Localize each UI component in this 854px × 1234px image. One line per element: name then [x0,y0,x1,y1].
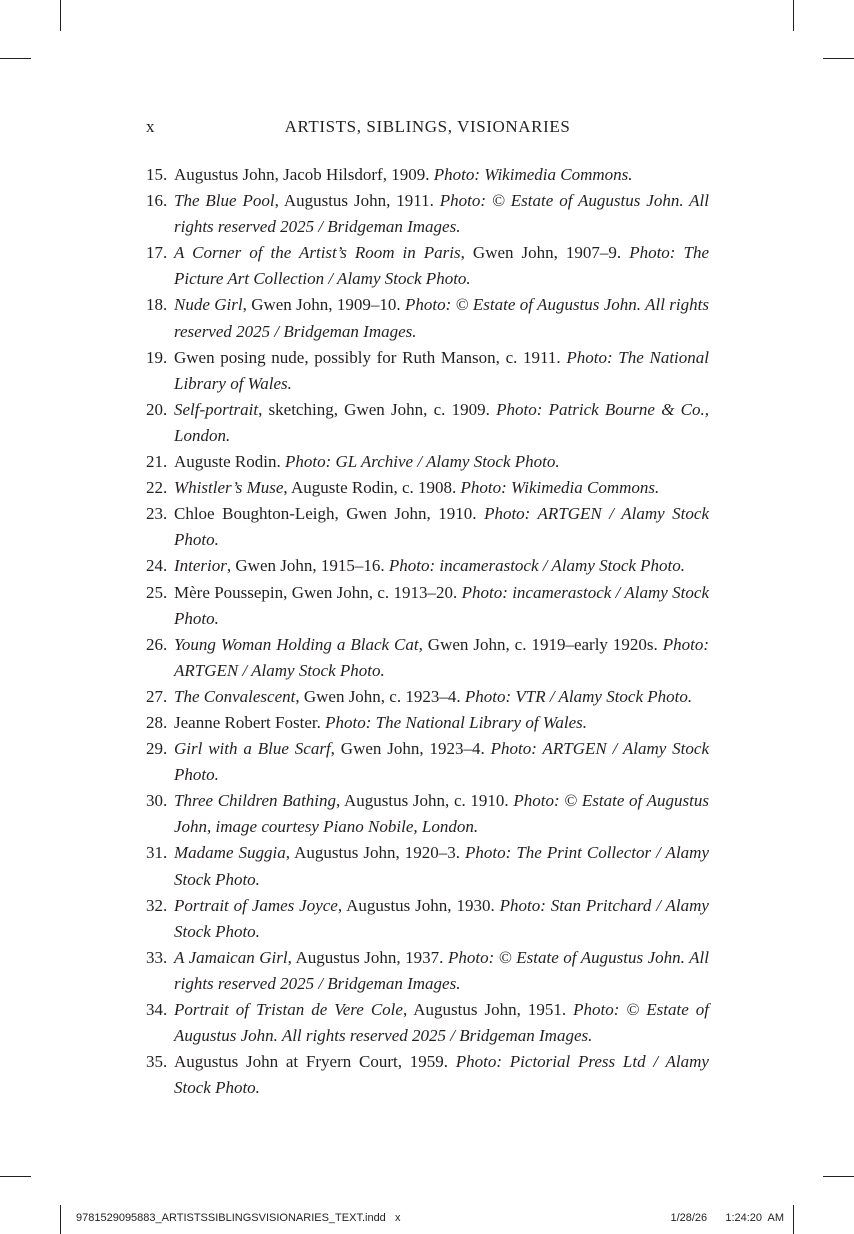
italic-text: Self-portrait [174,399,259,419]
roman-text: Augustus John, Jacob Hilsdorf, 1909. [174,165,434,184]
italic-text: Madame Suggia [174,843,286,863]
italic-text: The Blue Pool [174,191,275,211]
list-item-number: 24. [146,556,168,576]
crop-mark-bottom-right [793,1205,794,1234]
italic-text: Three Children Bathing [174,791,337,811]
italic-text: Photo: © Estate of Augustus John. All rights reserved 2025 / Bridgeman Images. [174,1000,709,1046]
italic-text: Photo: The Picture Art Collection / Alamy Stock Photo. [174,243,709,289]
list-item-number: 23. [146,504,168,524]
italic-text: Nude Girl [174,295,243,315]
italic-text: Photo: ARTGEN / Alamy Stock Photo. [174,504,709,550]
running-head [146,117,709,139]
italic-text: Girl with a Blue Scarf [174,739,331,759]
roman-text: Chloe Boughton-Leigh, Gwen John, 1910. [174,504,485,524]
crop-mark-top-left [60,0,61,31]
list-item-number: 15. [146,165,168,184]
italic-text: Photo: Patrick Bourne & Co., London. [174,399,709,445]
list-item [146,475,709,501]
list-item-number: 21. [146,452,168,472]
italic-text: Photo: VTR / Alamy Stock Photo. [464,686,693,706]
list-item-number: 30. [146,791,168,811]
list-item-number: 32. [146,895,168,915]
list-item [146,945,709,997]
roman-text: , Gwen John, 1909–10. [242,295,406,315]
roman-text: , Gwen John, c. 1923–4. [295,686,465,706]
crop-mark-top-right [823,58,854,59]
roman-text: Gwen posing nude, possibly for Ruth Manson, c. 1911. [174,347,567,367]
list-item [146,1049,709,1101]
crop-mark-top-left [0,58,31,59]
list-item-number: 19. [146,347,168,367]
illustration-list [146,162,709,1101]
list-item [146,240,709,292]
italic-text: Photo: © Estate of Augustus John. All rights reserved 2025 / Bridgeman Images. [174,191,710,237]
crop-mark-top-right [793,0,794,31]
list-item-number: 27. [146,686,168,706]
list-item-number: 18. [146,295,168,315]
roman-text: , Augustus John, 1951. [402,1000,574,1019]
list-item-number: 34. [146,1000,168,1019]
italic-text: Photo: incamerastock / Alamy Stock Photo. [388,556,686,576]
roman-text: , Augustus John, 1920–3. [285,843,466,863]
italic-text: Photo: © Estate of Augustus John. All rights reserved 2025 / Bridgeman Images. [174,947,709,993]
italic-text: Photo: Stan Pritchard / Alamy Stock Photo. [174,895,709,941]
list-item-number: 33. [146,947,168,967]
list-item [146,893,709,945]
list-item [146,188,709,240]
italic-text: Portrait of Tristan de Vere Cole [174,1000,403,1019]
italic-text: Photo: © Estate of Augustus John. All rights reserved 2025 / Bridgeman Images. [174,295,709,341]
list-item [146,580,709,632]
list-item-number: 28. [146,712,168,732]
list-item-number: 17. [146,243,168,263]
roman-text: Jeanne Robert Foster. [174,712,326,732]
italic-text: Photo: The National Library of Wales. [174,347,709,393]
list-item-number: 22. [146,478,168,498]
roman-text: Mère Poussepin, Gwen John, c. 1913–20. [174,582,462,602]
italic-text: Photo: Wikimedia Commons. [460,478,660,498]
list-item-number: 26. [146,634,168,654]
list-item [146,162,709,188]
italic-text: Photo: Wikimedia Commons. [433,165,633,184]
list-item [146,736,709,788]
roman-text: , sketching, Gwen John, c. 1909. [258,399,497,419]
italic-text: Photo: The National Library of Wales. [325,712,588,732]
list-item-number: 20. [146,399,168,419]
list-item-number: 35. [146,1052,168,1072]
list-item-number: 31. [146,843,168,863]
list-item [146,997,709,1049]
italic-text: Interior [174,556,227,576]
running-title: ARTISTS, SIBLINGS, VISIONARIES [284,117,571,136]
list-item [146,501,709,553]
roman-text: , Augustus John, 1911. [274,191,440,211]
list-item-number: 29. [146,739,168,759]
roman-text: , Augustus John, 1930. [337,895,500,915]
list-item [146,684,709,710]
roman-text: Auguste Rodin. [174,452,285,472]
italic-text: Photo: ARTGEN / Alamy Stock Photo. [174,634,709,680]
italic-text: Photo: GL Archive / Alamy Stock Photo. [284,452,560,472]
roman-text: , Augustus John, c. 1910. [336,791,514,811]
roman-text: , Gwen John, c. 1919–early 1920s. [418,634,663,654]
list-item [146,345,709,397]
slug-filename: 9781529095883_ARTISTSSIBLINGSVISIONARIES_TEXT.indd x [76,1212,401,1224]
page-folio: x [146,117,155,136]
roman-text: , Gwen John, 1915–16. [226,556,389,576]
list-item [146,632,709,684]
crop-mark-bottom-left [60,1205,61,1234]
italic-text: A Jamaican Girl [174,947,288,967]
roman-text: Augustus John at Fryern Court, 1959. [174,1052,456,1072]
list-item [146,788,709,840]
list-item [146,449,709,475]
list-item [146,397,709,449]
roman-text: , Gwen John, 1923–4. [330,739,491,759]
italic-text: A Corner of the Artist’s Room in Paris [174,243,461,263]
crop-mark-bottom-left [0,1176,31,1177]
list-item [146,710,709,736]
list-item [146,553,709,579]
italic-text: Photo: © Estate of Augustus John, image courtesy Piano Nobile, London. [174,791,709,837]
roman-text: , Gwen John, 1907–9. [460,243,630,263]
list-item-number: 25. [146,582,168,602]
roman-text: , Auguste Rodin, c. 1908. [283,478,461,498]
list-item [146,840,709,892]
italic-text: Photo: incamerastock / Alamy Stock Photo. [174,582,709,628]
roman-text: , Augustus John, 1937. [287,947,448,967]
italic-text: Photo: The Print Collector / Alamy Stock Photo. [174,843,709,889]
italic-text: Portrait of James Joyce [174,895,338,915]
list-item-number: 16. [146,191,168,211]
crop-mark-bottom-right [823,1176,854,1177]
italic-text: Photo: Pictorial Press Ltd / Alamy Stock Photo. [174,1052,709,1098]
italic-text: Young Woman Holding a Black Cat [174,634,419,654]
list-item [146,292,709,344]
slug-datetime: 1/28/26 1:24:20 AM [670,1212,784,1224]
italic-text: Whistler’s Muse [174,478,284,498]
italic-text: Photo: ARTGEN / Alamy Stock Photo. [174,739,709,785]
italic-text: The Convalescent [174,686,296,706]
